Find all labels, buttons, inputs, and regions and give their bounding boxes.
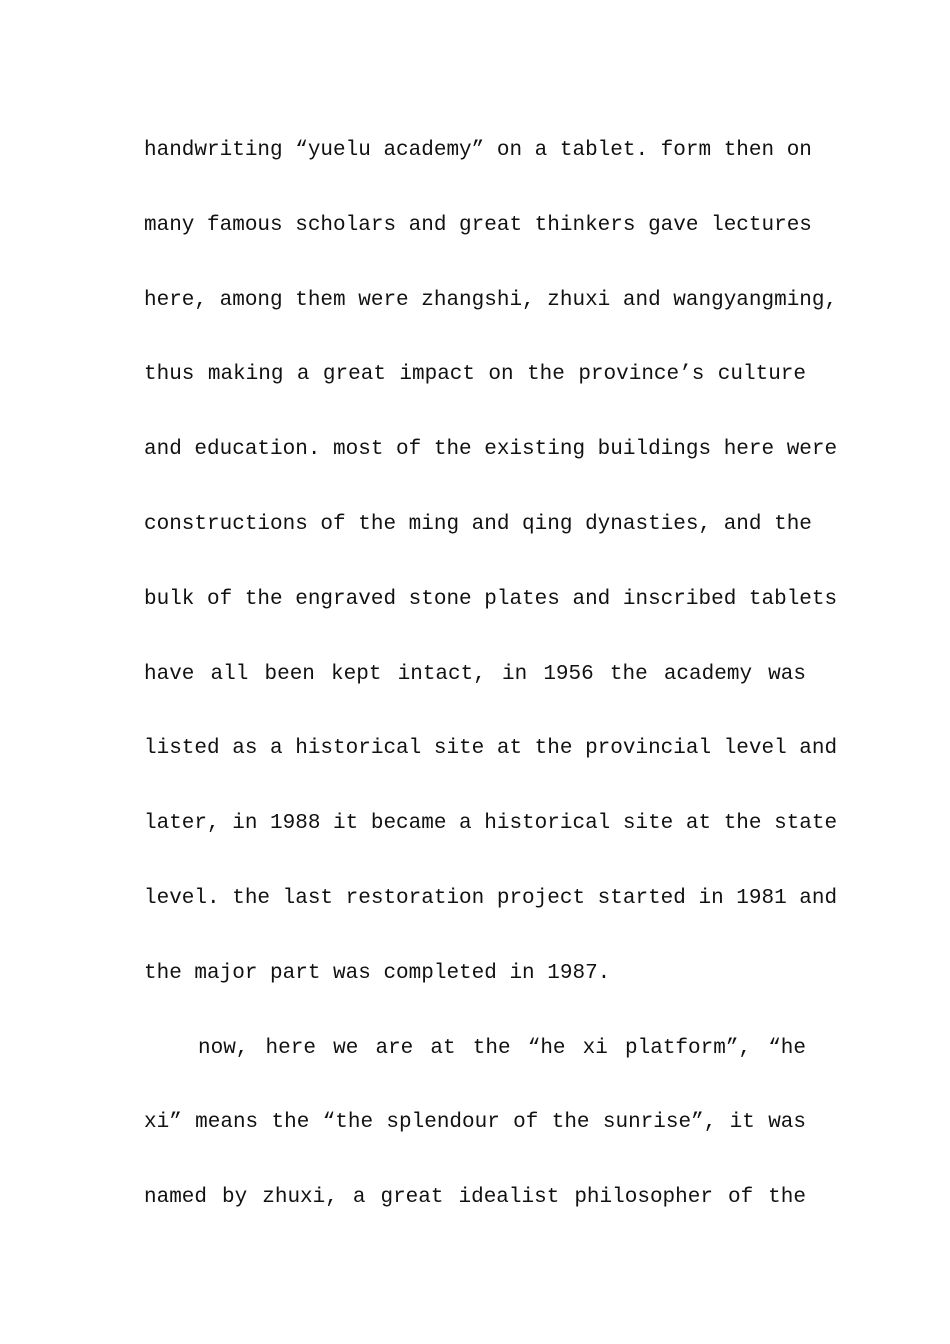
text-line: level. the last restoration project started in 1981 and bbox=[144, 886, 838, 910]
text-line: named by zhuxi, a great idealist philosopher of the bbox=[144, 1186, 806, 1210]
text-line: many famous scholars and great thinkers gave lectures bbox=[144, 213, 812, 237]
text-line: handwriting “yuelu academy” on a tablet. form then on bbox=[144, 139, 812, 162]
paragraph-start-line: now, here we are at the “he xi platform”, “he bbox=[198, 1036, 806, 1060]
text-line: xi” means the “the splendour of the sunrise”, it was bbox=[144, 1111, 806, 1135]
text-line: listed as a historical site at the provincial level and bbox=[144, 737, 838, 761]
text-line: later, in 1988 it became a historical site at the state bbox=[144, 812, 838, 836]
paragraph-end-line: the major part was completed in 1987. bbox=[144, 961, 611, 985]
text-line: bulk of the engraved stone plates and inscribed tablets bbox=[144, 587, 838, 611]
text-line: constructions of the ming and qing dynasties, and the bbox=[144, 512, 812, 536]
text-line: have all been kept intact, in 1956 the academy was bbox=[144, 662, 806, 686]
body-text bbox=[144, 131, 838, 1253]
text-line: here, among them were zhangshi, zhuxi and wangyangming, bbox=[144, 288, 838, 312]
text-line: and education. most of the existing buildings here were bbox=[144, 438, 838, 462]
text-line: thus making a great impact on the province’s culture bbox=[144, 363, 806, 387]
